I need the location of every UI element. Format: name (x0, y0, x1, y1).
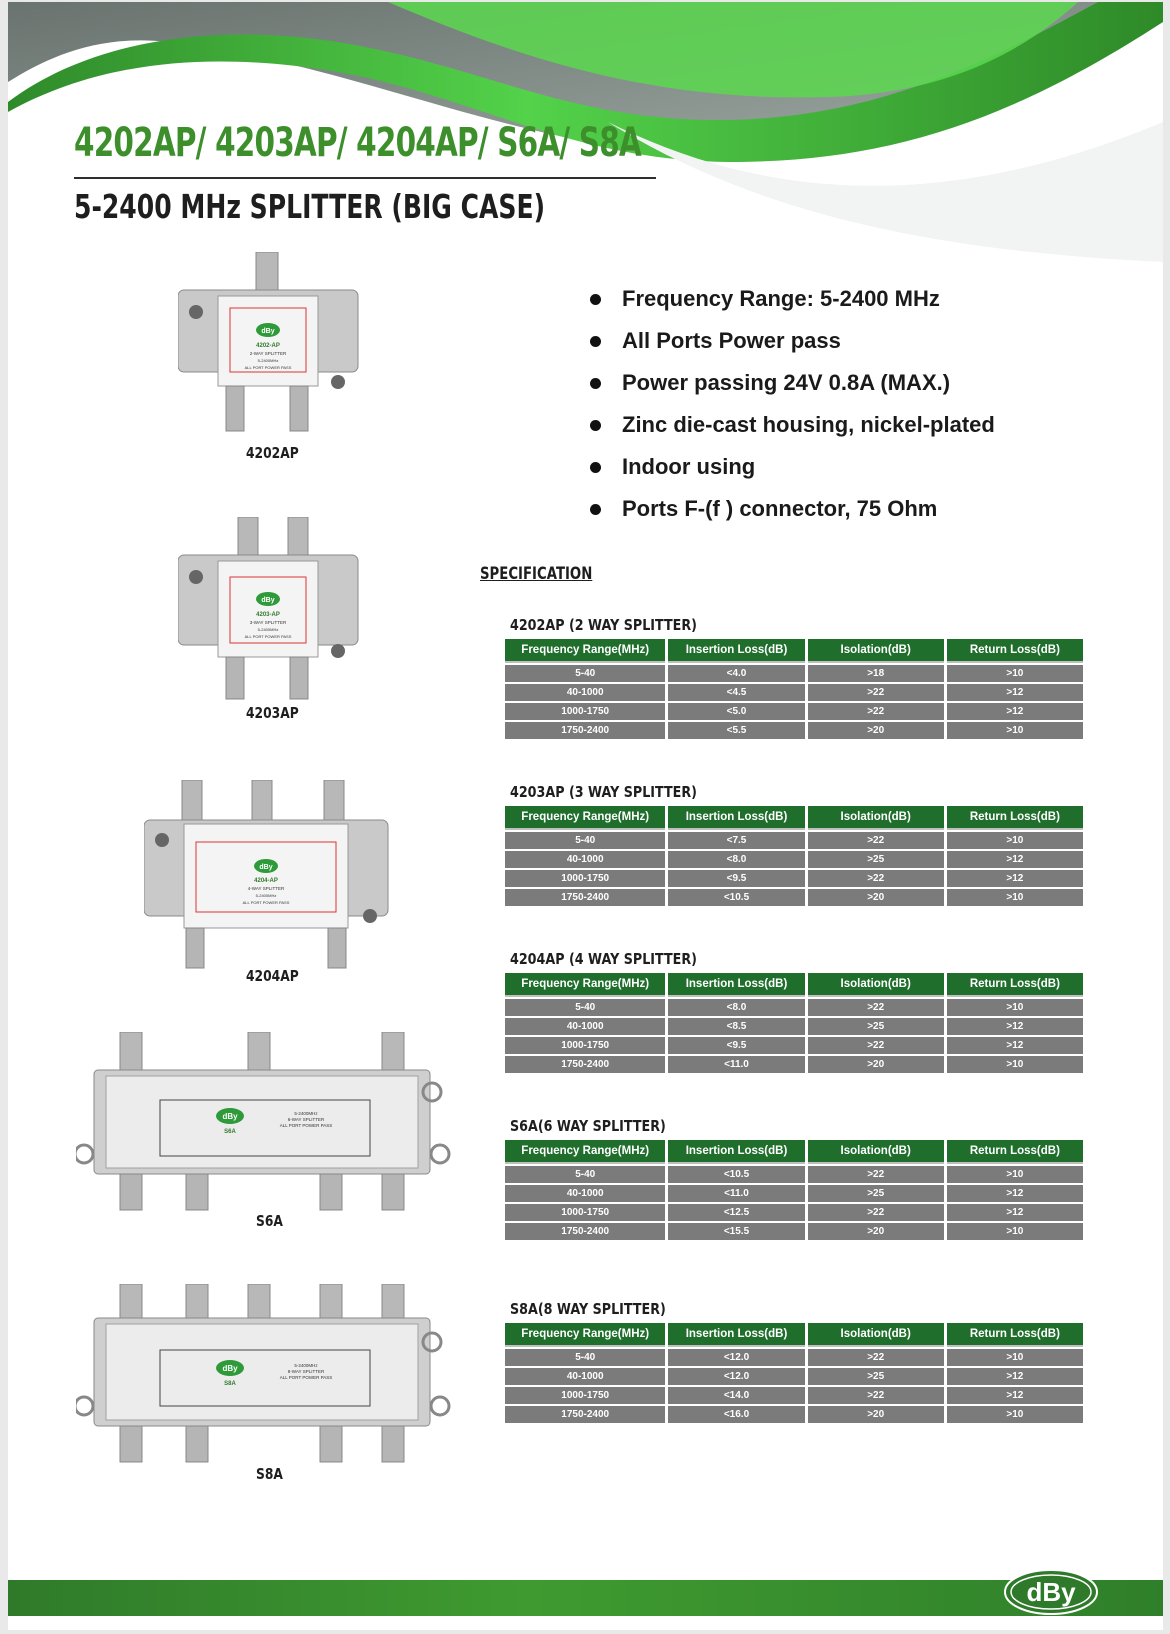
svg-text:ALL PORT POWER PASS: ALL PORT POWER PASS (279, 1123, 333, 1128)
specification-heading: SPECIFICATION (480, 564, 593, 584)
table-cell: >22 (808, 703, 944, 720)
svg-text:ALL PORT POWER PASS: ALL PORT POWER PASS (242, 900, 290, 905)
feature-item: Zinc die-cast housing, nickel-plated (586, 412, 995, 454)
table-cell: 1750-2400 (505, 889, 665, 906)
table-cell: >22 (808, 1349, 944, 1366)
column-header: Isolation(dB) (808, 806, 944, 830)
svg-text:8-WAY SPLITTER: 8-WAY SPLITTER (287, 1369, 325, 1374)
svg-text:dBy: dBy (222, 1364, 238, 1373)
table-cell: 1750-2400 (505, 1056, 665, 1073)
table-cell: <9.5 (668, 870, 804, 887)
product-label: 4202AP (246, 444, 299, 462)
column-header: Frequency Range(MHz) (505, 806, 665, 830)
table-cell: >22 (808, 870, 944, 887)
column-header: Frequency Range(MHz) (505, 1140, 665, 1164)
spec-table-4204ap (502, 971, 1086, 1075)
table-cell: >10 (947, 999, 1083, 1016)
table-cell: <7.5 (668, 832, 804, 849)
table-cell: 1000-1750 (505, 1204, 665, 1221)
table-cell: >20 (808, 1406, 944, 1423)
product-image-4204ap (144, 780, 394, 970)
table-cell: <11.0 (668, 1056, 804, 1073)
product-image-s8a (76, 1284, 466, 1464)
page-title: 4202AP/ 4203AP/ 4204AP/ S6A/ S8A (74, 120, 641, 166)
feature-item: All Ports Power pass (586, 328, 995, 370)
table-cell: >12 (947, 1185, 1083, 1202)
spec-table-s8a (502, 1321, 1086, 1425)
page-subtitle: 5-2400 MHz SPLITTER (BIG CASE) (74, 187, 546, 226)
spec-table-4203ap (502, 804, 1086, 908)
table-cell: >10 (947, 722, 1083, 739)
column-header: Isolation(dB) (808, 1323, 944, 1347)
table-cell: >12 (947, 1368, 1083, 1385)
table-cell: 40-1000 (505, 684, 665, 701)
table-row (505, 1223, 1083, 1240)
brand-logo (1001, 1567, 1101, 1617)
table-cell: >22 (808, 1204, 944, 1221)
table-cell: <15.5 (668, 1223, 804, 1240)
svg-text:dBy: dBy (261, 597, 275, 604)
table-cell: >22 (808, 1166, 944, 1183)
table-row (505, 665, 1083, 682)
table-row (505, 870, 1083, 887)
table-cell: >20 (808, 889, 944, 906)
table-cell: 1000-1750 (505, 1387, 665, 1404)
table-cell: >12 (947, 684, 1083, 701)
column-header: Insertion Loss(dB) (668, 973, 804, 997)
column-header: Isolation(dB) (808, 973, 944, 997)
column-header: Frequency Range(MHz) (505, 639, 665, 663)
column-header: Return Loss(dB) (947, 1323, 1083, 1347)
table-row (505, 889, 1083, 906)
table-cell: >20 (808, 1223, 944, 1240)
table-cell: >25 (808, 1185, 944, 1202)
feature-item: Indoor using (586, 454, 995, 496)
table-row (505, 1204, 1083, 1221)
table-cell: >18 (808, 665, 944, 682)
table-cell: >22 (808, 1387, 944, 1404)
table-cell: <5.0 (668, 703, 804, 720)
table-cell: >12 (947, 1204, 1083, 1221)
table-title: S6A(6 WAY SPLITTER) (510, 1117, 666, 1135)
table-title: 4203AP (3 WAY SPLITTER) (510, 783, 697, 801)
table-title: 4202AP (2 WAY SPLITTER) (510, 616, 697, 634)
svg-text:S8A: S8A (224, 1381, 236, 1387)
title-underline (74, 177, 656, 179)
product-label: S8A (256, 1465, 283, 1483)
table-row (505, 832, 1083, 849)
table-cell: >12 (947, 851, 1083, 868)
table-cell: 1000-1750 (505, 870, 665, 887)
table-cell: <10.5 (668, 1166, 804, 1183)
table-cell: >10 (947, 889, 1083, 906)
svg-text:5-2400MHz: 5-2400MHz (294, 1363, 318, 1368)
table-cell: 40-1000 (505, 1185, 665, 1202)
table-row (505, 999, 1083, 1016)
column-header: Return Loss(dB) (947, 639, 1083, 663)
svg-text:6-WAY SPLITTER: 6-WAY SPLITTER (287, 1117, 325, 1122)
svg-text:5-2400MHz: 5-2400MHz (294, 1111, 318, 1116)
table-cell: 40-1000 (505, 1368, 665, 1385)
product-image-s6a (76, 1032, 466, 1212)
table-cell: 5-40 (505, 999, 665, 1016)
table-cell: >10 (947, 1349, 1083, 1366)
table-cell: >10 (947, 665, 1083, 682)
table-row (505, 1349, 1083, 1366)
column-header: Insertion Loss(dB) (668, 1323, 804, 1347)
product-label: 4203AP (246, 704, 299, 722)
svg-text:4-WAY SPLITTER: 4-WAY SPLITTER (247, 886, 285, 891)
table-cell: >12 (947, 703, 1083, 720)
svg-text:4204-AP: 4204-AP (254, 878, 278, 884)
table-cell: 1750-2400 (505, 1223, 665, 1240)
table-cell: >25 (808, 1018, 944, 1035)
table-cell: <5.5 (668, 722, 804, 739)
table-cell: 1000-1750 (505, 1037, 665, 1054)
table-cell: 5-40 (505, 832, 665, 849)
table-cell: >22 (808, 1037, 944, 1054)
svg-text:S6A: S6A (224, 1129, 236, 1135)
table-cell: <8.5 (668, 1018, 804, 1035)
svg-text:5-2400MHz: 5-2400MHz (257, 358, 279, 363)
column-header: Insertion Loss(dB) (668, 639, 804, 663)
svg-text:5-2400MHz: 5-2400MHz (257, 627, 279, 632)
feature-item: Power passing 24V 0.8A (MAX.) (586, 370, 995, 412)
product-label: 4204AP (246, 967, 299, 985)
table-cell: >10 (947, 832, 1083, 849)
footer-bar (8, 1580, 1163, 1616)
table-cell: >20 (808, 1056, 944, 1073)
feature-item: Frequency Range: 5-2400 MHz (586, 286, 995, 328)
table-row (505, 1056, 1083, 1073)
table-row (505, 1368, 1083, 1385)
column-header: Return Loss(dB) (947, 1140, 1083, 1164)
table-cell: <12.5 (668, 1204, 804, 1221)
table-row (505, 684, 1083, 701)
svg-text:4203-AP: 4203-AP (256, 612, 280, 618)
table-cell: 5-40 (505, 665, 665, 682)
table-cell: 40-1000 (505, 851, 665, 868)
feature-list (586, 286, 995, 538)
table-cell: >10 (947, 1166, 1083, 1183)
svg-text:3-WAY SPLITTER: 3-WAY SPLITTER (249, 620, 287, 625)
table-cell: >22 (808, 832, 944, 849)
column-header: Frequency Range(MHz) (505, 973, 665, 997)
table-cell: >20 (808, 722, 944, 739)
table-cell: >25 (808, 851, 944, 868)
table-cell: 5-40 (505, 1349, 665, 1366)
table-cell: >12 (947, 1037, 1083, 1054)
svg-text:ALL PORT POWER PASS: ALL PORT POWER PASS (279, 1375, 333, 1380)
table-cell: 40-1000 (505, 1018, 665, 1035)
svg-text:ALL PORT POWER PASS: ALL PORT POWER PASS (244, 365, 292, 370)
table-row (505, 1018, 1083, 1035)
column-header: Isolation(dB) (808, 1140, 944, 1164)
table-row (505, 1387, 1083, 1404)
table-title: S8A(8 WAY SPLITTER) (510, 1300, 666, 1318)
table-cell: <10.5 (668, 889, 804, 906)
column-header: Insertion Loss(dB) (668, 1140, 804, 1164)
table-cell: >10 (947, 1223, 1083, 1240)
table-row (505, 1185, 1083, 1202)
table-title: 4204AP (4 WAY SPLITTER) (510, 950, 697, 968)
product-image-4203ap (178, 517, 368, 702)
table-cell: <8.0 (668, 851, 804, 868)
table-cell: >12 (947, 1018, 1083, 1035)
column-header: Frequency Range(MHz) (505, 1323, 665, 1347)
table-cell: 1750-2400 (505, 1406, 665, 1423)
svg-text:dBy: dBy (222, 1112, 238, 1121)
svg-text:dBy: dBy (259, 864, 273, 871)
table-row (505, 1406, 1083, 1423)
table-cell: 5-40 (505, 1166, 665, 1183)
table-cell: <4.5 (668, 684, 804, 701)
table-cell: >12 (947, 870, 1083, 887)
table-row (505, 722, 1083, 739)
brand-logo-text: dBy (1026, 1577, 1076, 1607)
table-cell: >10 (947, 1056, 1083, 1073)
svg-text:4202-AP: 4202-AP (256, 343, 280, 349)
svg-text:5-2400MHz: 5-2400MHz (255, 893, 277, 898)
column-header: Return Loss(dB) (947, 973, 1083, 997)
table-cell: <12.0 (668, 1349, 804, 1366)
table-cell: <9.5 (668, 1037, 804, 1054)
datasheet-page (8, 2, 1163, 1630)
table-cell: 1750-2400 (505, 722, 665, 739)
table-cell: >10 (947, 1406, 1083, 1423)
product-label: S6A (256, 1212, 283, 1230)
column-header: Insertion Loss(dB) (668, 806, 804, 830)
column-header: Return Loss(dB) (947, 806, 1083, 830)
column-header: Isolation(dB) (808, 639, 944, 663)
table-row (505, 1037, 1083, 1054)
spec-table-s6a (502, 1138, 1086, 1242)
feature-item: Ports F-(f ) connector, 75 Ohm (586, 496, 995, 538)
product-image-4202ap (178, 252, 368, 437)
device-logo-text: dBy (261, 328, 275, 335)
table-cell: <16.0 (668, 1406, 804, 1423)
svg-text:ALL PORT POWER PASS: ALL PORT POWER PASS (244, 634, 292, 639)
table-row (505, 703, 1083, 720)
table-cell: <14.0 (668, 1387, 804, 1404)
table-row (505, 851, 1083, 868)
svg-text:2-WAY SPLITTER: 2-WAY SPLITTER (249, 351, 287, 356)
spec-table-4202ap (502, 637, 1086, 741)
table-cell: >25 (808, 1368, 944, 1385)
table-cell: >22 (808, 999, 944, 1016)
table-cell: 1000-1750 (505, 703, 665, 720)
table-cell: >22 (808, 684, 944, 701)
table-cell: <8.0 (668, 999, 804, 1016)
table-cell: <11.0 (668, 1185, 804, 1202)
table-cell: <12.0 (668, 1368, 804, 1385)
table-cell: >12 (947, 1387, 1083, 1404)
table-row (505, 1166, 1083, 1183)
table-cell: <4.0 (668, 665, 804, 682)
